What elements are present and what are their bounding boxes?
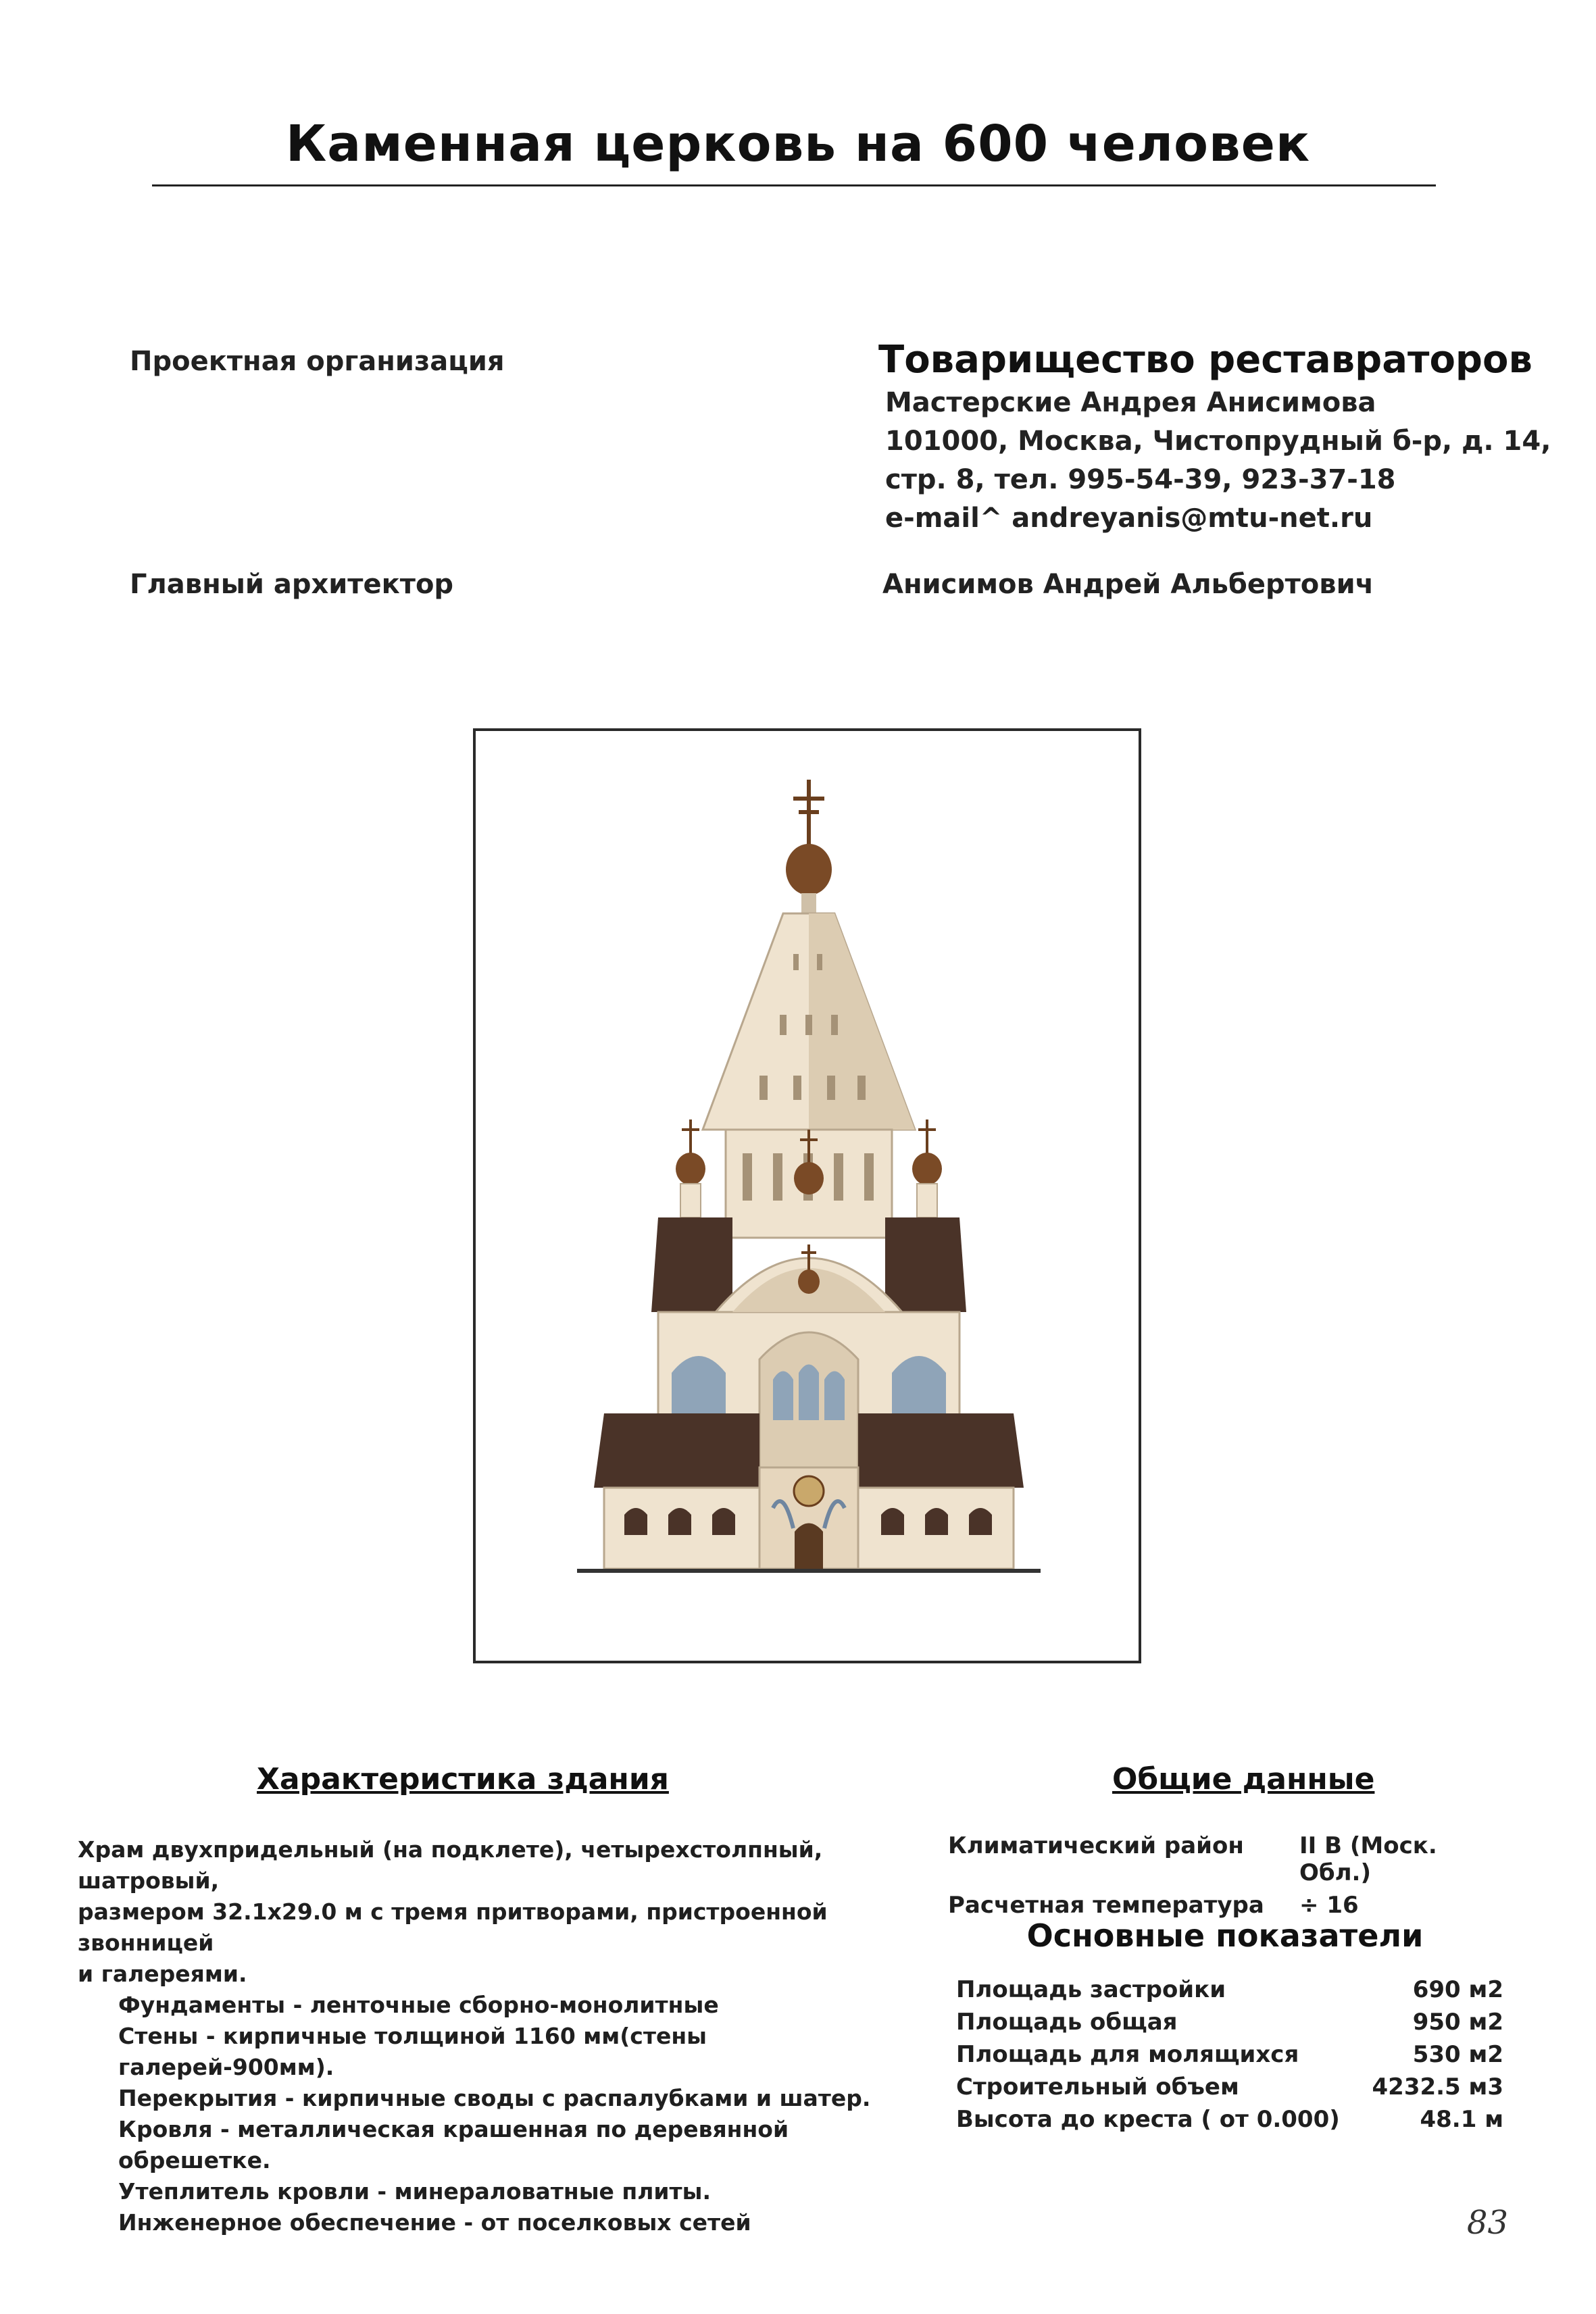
org-line: Мастерские Андрея Анисимова [885, 387, 1376, 418]
org-name: Товарищество реставраторов [878, 338, 1532, 382]
page-title: Каменная церковь на 600 человек [285, 115, 1311, 173]
row-value: 530 м2 [1412, 2041, 1503, 2068]
desc-line: размером 32.1x29.0 м с тремя притворами, пристроенной звонницей [78, 1898, 828, 1956]
org-line: e-mail^ andreyanis@mtu-net.ru [885, 503, 1373, 534]
desc-line: Утеплитель кровли - минераловатные плиты. [118, 2178, 712, 2205]
org-details [885, 384, 1551, 538]
row-label: Площадь для молящихся [956, 2041, 1299, 2068]
row-value: ÷ 16 [1299, 1892, 1359, 1919]
architect-name: Анисимов Андрей Альбертович [882, 569, 1374, 600]
characteristics-heading: Характеристика здания [257, 1762, 669, 1796]
indicator-row [956, 2009, 1503, 2041]
org-line: 101000, Москва, Чистопрудный б-р, д. 14, [885, 426, 1551, 457]
desc-line: и галереями. [78, 1961, 247, 1987]
row-label: Высота до креста ( от 0.000) [956, 2106, 1340, 2133]
general-row [948, 1892, 1502, 1919]
indicators-table [956, 1976, 1503, 2138]
lower-roof-left [594, 1413, 759, 1488]
ground-line [577, 1569, 1041, 1573]
general-table [948, 1832, 1502, 1919]
church-illustration [476, 731, 1139, 1661]
architect-label: Главный архитектор [130, 569, 454, 600]
row-label: Площадь общая [956, 2009, 1178, 2036]
row-label: Расчетная температура [948, 1892, 1264, 1919]
lower-roof-right [858, 1413, 1024, 1488]
desc-line: Перекрытия - кирпичные своды с распалубками и шатер. [118, 2085, 871, 2111]
org-line: стр. 8, тел. 995-54-39, 923-37-18 [885, 464, 1396, 495]
row-value: 950 м2 [1412, 2009, 1503, 2036]
row-value: 4232.5 м3 [1372, 2073, 1503, 2101]
title-divider [152, 184, 1436, 186]
indicator-row [956, 2073, 1503, 2106]
icon-medallion [794, 1476, 824, 1506]
row-value: II B (Моск. Обл.) [1299, 1832, 1437, 1886]
general-heading: Общие данные [1112, 1762, 1375, 1796]
main-dome [786, 844, 832, 895]
desc-line: Храм двухпридельный (на подклете), четырехстолпный, шатровый, [78, 1836, 823, 1894]
org-label: Проектная организация [130, 346, 505, 377]
desc-line: Кровля - металлическая крашенная по деревянной обрешетке. [118, 2116, 789, 2173]
illustration-frame [473, 728, 1141, 1663]
indicator-row [956, 2106, 1503, 2138]
page-number: 83 [1466, 2204, 1508, 2242]
general-row [948, 1832, 1502, 1886]
characteristics-text [78, 1834, 889, 2238]
upper-roof-left [651, 1217, 732, 1312]
desc-line: Стены - кирпичные толщиной 1160 мм(стены галерей-900мм). [118, 2023, 707, 2080]
desc-line: Фундаменты - ленточные сборно-монолитные [118, 1992, 719, 2018]
row-label: Строительный объем [956, 2073, 1239, 2101]
upper-roof-right [885, 1217, 966, 1312]
row-value: 48.1 м [1420, 2106, 1503, 2133]
row-label: Площадь застройки [956, 1976, 1226, 2003]
main-cross-icon [793, 780, 824, 853]
indicator-row [956, 2041, 1503, 2073]
indicator-row [956, 1976, 1503, 2009]
row-label: Климатический район [948, 1832, 1244, 1859]
indicators-heading: Основные показатели [1026, 1917, 1424, 1954]
row-value: 690 м2 [1412, 1976, 1503, 2003]
desc-line: Инженерное обеспечение - от поселковых сетей [118, 2209, 751, 2236]
entrance-door [795, 1524, 823, 1569]
